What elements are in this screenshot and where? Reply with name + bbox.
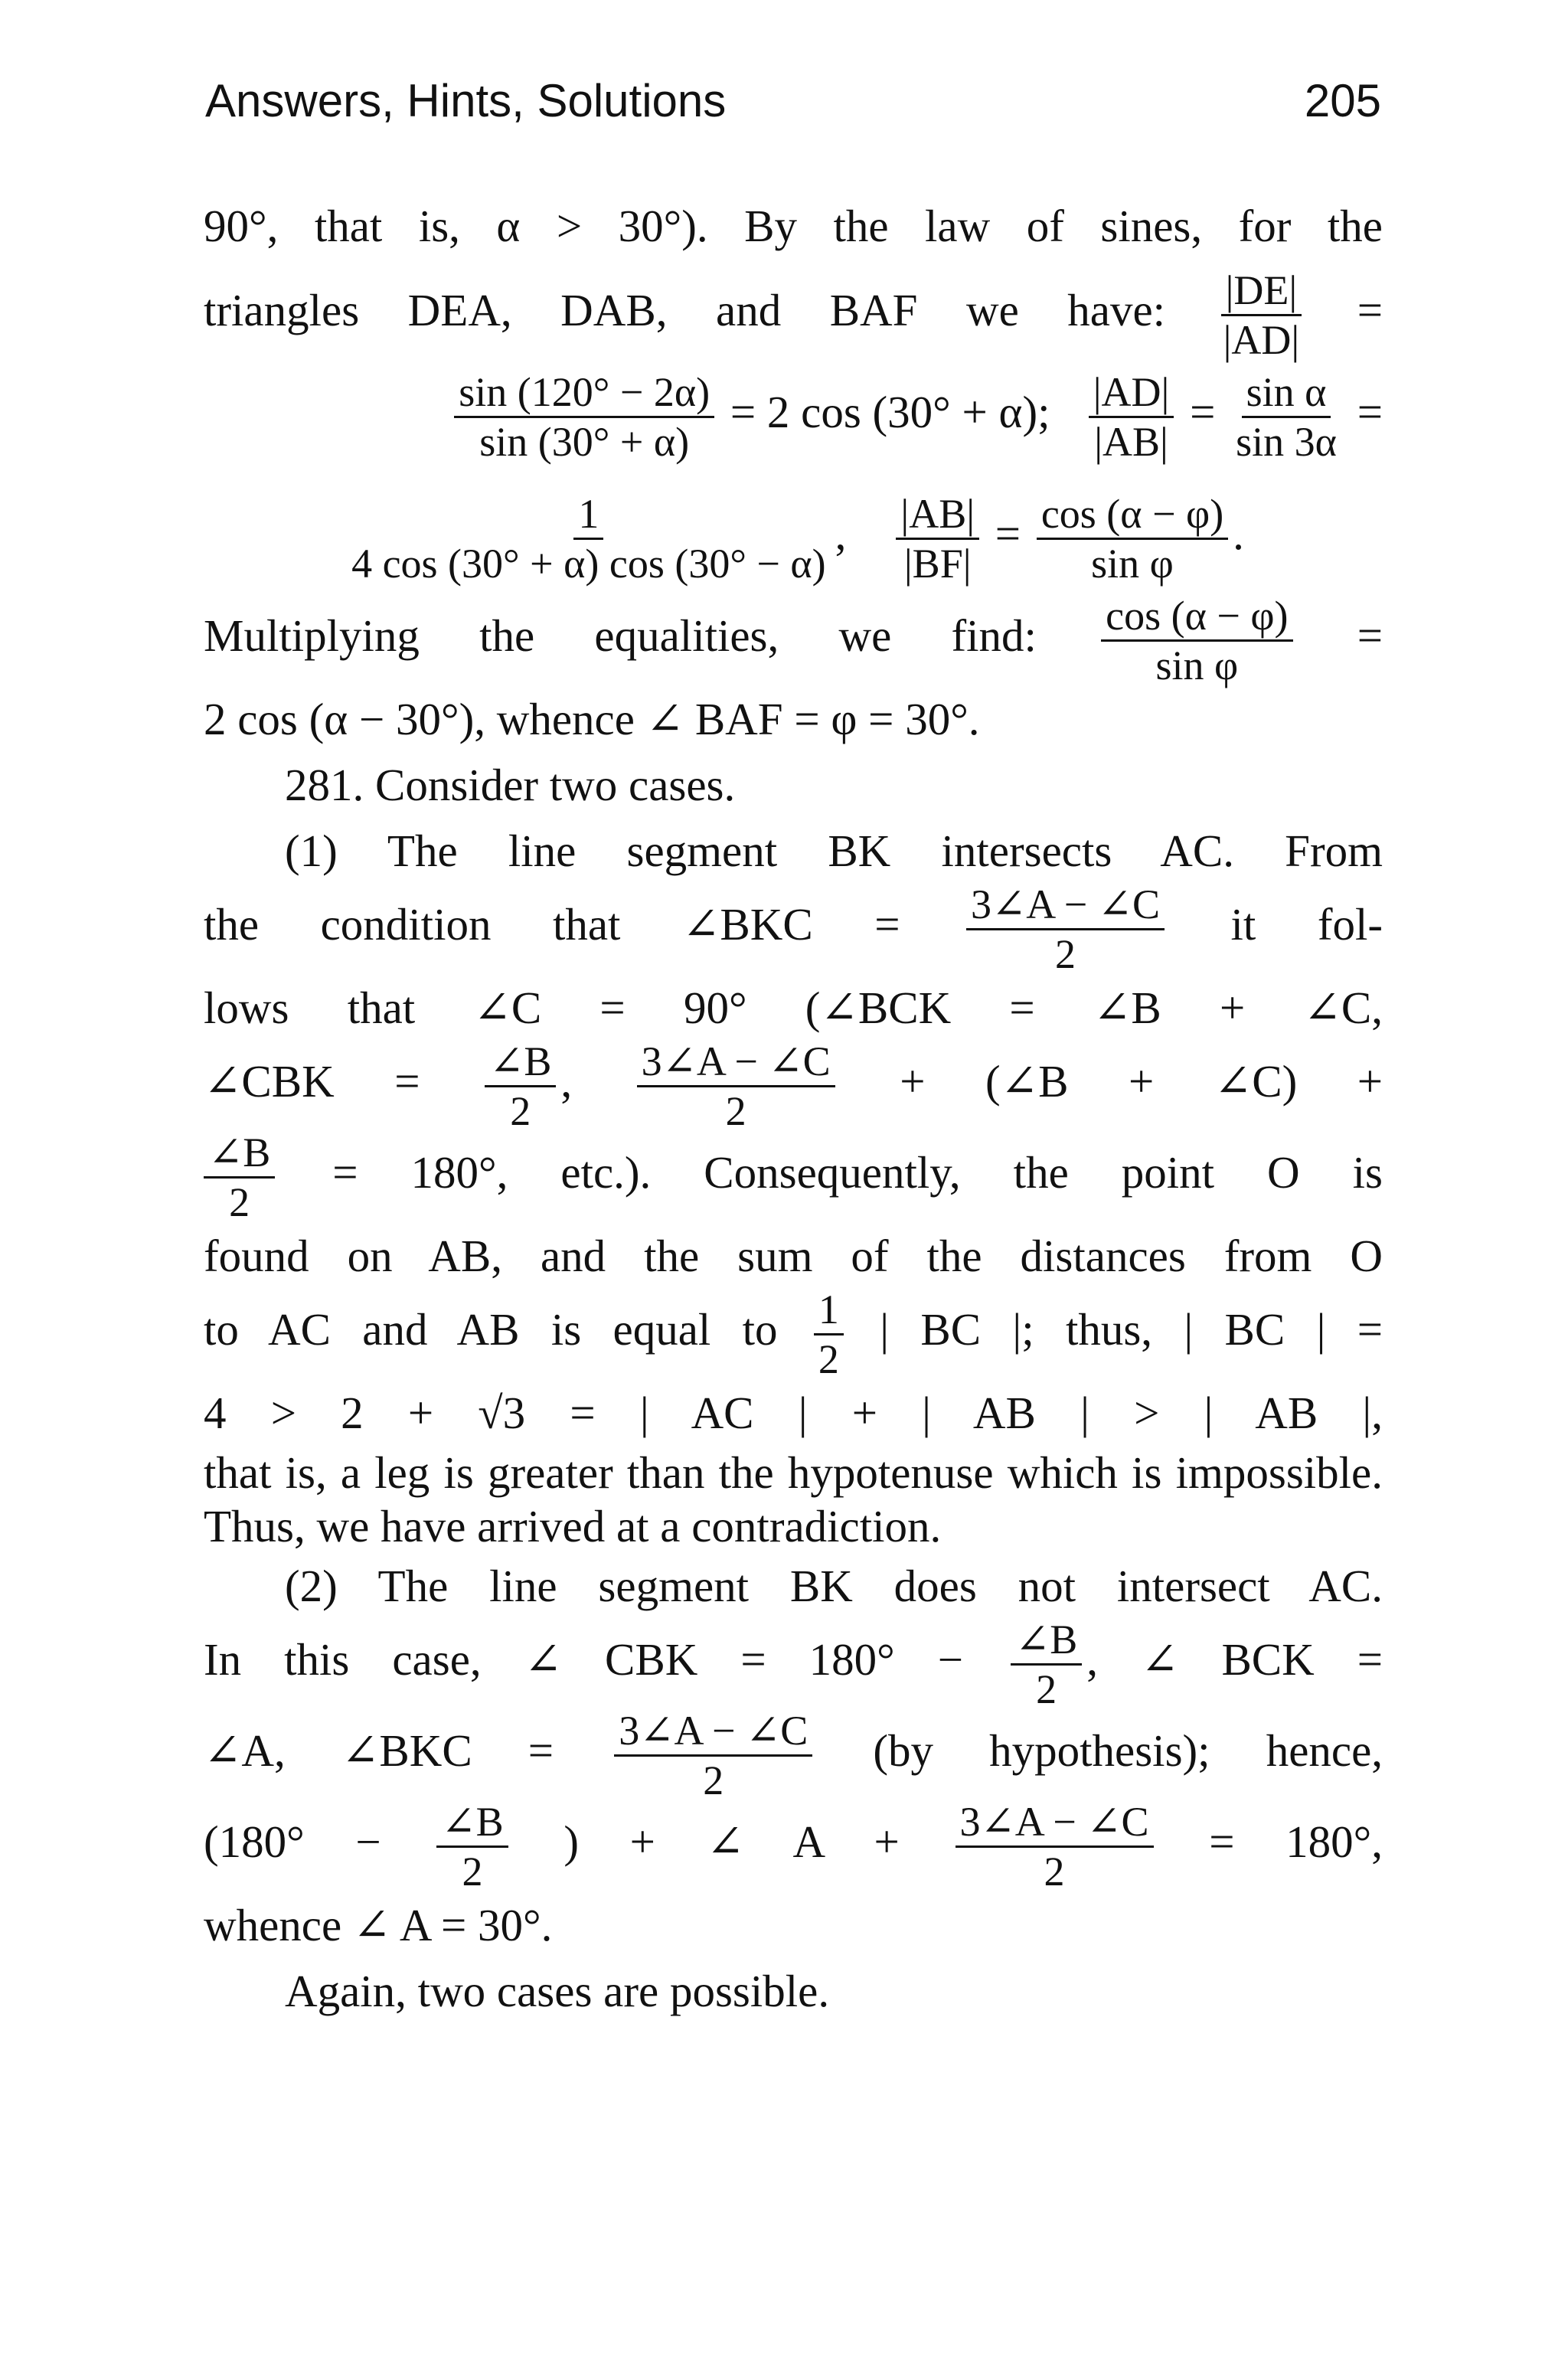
- fraction-ab-bf: [896, 491, 979, 587]
- case1-line-8: 4 > 2 + √3 = | AC | + | AB | > | AB |,: [204, 1388, 1383, 1438]
- case2-line-6: Again, two cases are possible.: [285, 1966, 830, 2016]
- fraction-3a-minus-c-2: [637, 1038, 835, 1134]
- fraction-b-over-2-b: [204, 1132, 275, 1223]
- case1-line-4: ∠CBK = $\frac{\angle B}{2}$ , $\frac{3\angle A - \angle C}{2}$ + (∠B + ∠C) +: [204, 1038, 1383, 1134]
- text-multiplying: Multiplying the equalities, we find: $\frac{\cos (\alpha - \varphi)}{\text{sin φ}}$ =: [204, 593, 1383, 688]
- fraction-denominator: |AB|: [1094, 419, 1168, 465]
- fraction-numerator: ∠B: [485, 1041, 556, 1087]
- fraction-denominator: sin φ: [1155, 642, 1239, 688]
- fraction-denominator: sin 3α: [1236, 419, 1337, 465]
- equation-middle: = 2 cos (30° + α);: [730, 387, 1050, 438]
- fraction-denominator: 2: [229, 1179, 250, 1225]
- fraction-numerator: ∠B: [436, 1801, 508, 1848]
- case2-line-4: [204, 1799, 1383, 1895]
- fraction-numerator: |DE|: [1221, 270, 1302, 316]
- text-result-line: 2 cos (α − 30°), whence ∠ BAF = φ = 30°.: [204, 694, 980, 744]
- fraction-b-over-2-d: [436, 1799, 508, 1895]
- case2-line-2: In this case, ∠ CBK = 180° − $\frac{\angle B}{2}$ , ∠ BCK =: [204, 1617, 1383, 1712]
- fraction-numerator: sin α: [1242, 371, 1331, 418]
- fraction-denominator: 2: [462, 1849, 483, 1895]
- running-title: Answers, Hints, Solutions: [205, 75, 727, 126]
- case2-line-4-post: = 180°,: [1209, 1816, 1383, 1868]
- fraction-denominator: |AD|: [1223, 317, 1300, 363]
- fraction-3a-minus-c: [966, 881, 1165, 977]
- fraction-de-ad: [1219, 267, 1305, 363]
- case2-line-2-post: ∠ BCK =: [1141, 1634, 1383, 1685]
- fraction-sin-ratio: [454, 371, 714, 463]
- fraction-numerator: 3∠A − ∠C: [637, 1041, 835, 1087]
- fraction-denominator: 2: [818, 1336, 839, 1382]
- fraction-b-over-2-c: [1011, 1619, 1082, 1710]
- fraction-denominator: sin φ: [1091, 541, 1174, 587]
- case2-line-2-pre: In this case, ∠ CBK = 180° −: [204, 1634, 963, 1685]
- fraction-numerator: 1: [814, 1289, 844, 1335]
- text-line-2-words: triangles DEA, DAB, and BAF we have:: [204, 285, 1166, 336]
- case2-line-3-pre: ∠A, ∠BKC =: [204, 1725, 554, 1777]
- fraction-ad-ab: [1089, 371, 1174, 463]
- fraction-numerator: |AB|: [896, 493, 979, 540]
- case1-line-2: [204, 881, 1383, 977]
- fraction-denominator: 2: [725, 1088, 746, 1134]
- fraction-b-over-2: [485, 1038, 556, 1134]
- case1-cond-pre: the condition that ∠BKC =: [204, 899, 900, 950]
- fraction-3a-minus-c-3: [614, 1710, 812, 1801]
- fraction-sin-alpha: [1231, 371, 1341, 463]
- case2-line-4-mid: ) + ∠ A +: [564, 1816, 900, 1868]
- fraction-numerator: ∠B: [204, 1132, 275, 1179]
- fraction-cos-sin-phi-2: [1101, 595, 1292, 686]
- fraction-one-half: [814, 1286, 844, 1382]
- fraction-numerator: 1: [573, 493, 603, 540]
- fraction-denominator: 2: [1044, 1849, 1065, 1895]
- case1-line-7-pre: to AC and AB is equal to: [204, 1304, 778, 1355]
- text-line-2: triangles DEA, DAB, and BAF we have: $\frac{|DE|}{|AD|}$ =: [204, 267, 1383, 363]
- text-multiplying-words: Multiplying the equalities, we find:: [204, 610, 1037, 662]
- case2-line-1: (2) The line segment BK does not intersect AC.: [285, 1561, 1383, 1611]
- fraction-numerator: sin (120° − 2α): [454, 371, 714, 418]
- fraction-denominator: 2: [703, 1757, 724, 1803]
- fraction-one-over-cos: [347, 491, 831, 587]
- fraction-denominator: sin (30° + α): [479, 419, 690, 465]
- fraction-numerator: ∠B: [1011, 1619, 1082, 1666]
- fraction-cos-sin-phi: [1037, 491, 1228, 587]
- case2-line-4-pre: (180° −: [204, 1816, 381, 1868]
- fraction-numerator: cos (α − φ): [1101, 595, 1292, 642]
- running-header: [205, 70, 1381, 132]
- case2-line-5: whence ∠ A = 30°.: [204, 1900, 553, 1950]
- fraction-denominator: 2: [1036, 1666, 1057, 1712]
- fraction-numerator: 3∠A − ∠C: [966, 884, 1165, 930]
- case1-line-7-post: | BC |; thus, | BC | =: [880, 1304, 1383, 1355]
- fraction-3a-minus-c-4: [956, 1799, 1154, 1895]
- fraction-denominator: 4 cos (30° + α) cos (30° − α): [351, 541, 826, 587]
- case1-line-7: [204, 1286, 1383, 1382]
- page-body: [204, 193, 1383, 2024]
- case1-line-1: (1) The line segment BK intersects AC. From: [285, 825, 1383, 876]
- fraction-denominator: 2: [510, 1088, 531, 1134]
- case1-line-6: found on AB, and the sum of the distances from O: [204, 1231, 1383, 1281]
- case2-line-3: [204, 1710, 1383, 1801]
- fraction-numerator: 3∠A − ∠C: [614, 1710, 812, 1757]
- equation-line-2: $\frac{1}{4 \cos (30^\circ + \alpha) \cos (30^\circ - \alpha)}$ , $\frac{|AB|}{|BF|}$ = $\frac{\cos (\alpha - \varphi)}{\text{sin φ}}$ .: [204, 493, 1383, 584]
- text-line-1: 90°, that is, α > 30°). By the law of sines, for the: [204, 201, 1383, 251]
- case1-line-5: [204, 1132, 1383, 1223]
- fraction-denominator: |BF|: [903, 541, 972, 587]
- fraction-denominator: 2: [1055, 931, 1076, 977]
- case1-line-5-post: = 180°, etc.). Consequently, the point O is: [332, 1147, 1383, 1198]
- case1-cond-post: it fol-: [1230, 899, 1383, 950]
- fraction-numerator: 3∠A − ∠C: [956, 1801, 1154, 1848]
- case2-line-3-post: (by hypothesis); hence,: [873, 1725, 1383, 1777]
- case1-line-9: that is, a leg is greater than the hypotenuse which is impossible. Thus, we have arrived at a contradiction.: [204, 1447, 1383, 1551]
- case1-line-4-pre: ∠CBK =: [204, 1056, 420, 1107]
- problem-281-title: 281. Consider two cases.: [285, 760, 736, 810]
- case1-line-3: lows that ∠C = 90° (∠BCK = ∠B + ∠C,: [204, 982, 1383, 1033]
- case1-line-4-post: + (∠B + ∠C) +: [900, 1056, 1383, 1107]
- fraction-numerator: cos (α − φ): [1037, 493, 1228, 540]
- equation-line-1: $\frac{\sin (120^\circ - 2\alpha)}{\sin (30^\circ + \alpha)}$ = 2 cos (30° + α); $\frac{|AD|}{|AB|}$ = $\frac{\text{sin α}}{\sin 3\alpha}$ =: [204, 371, 1383, 463]
- page-number: 205: [1304, 75, 1381, 126]
- fraction-numerator: |AD|: [1089, 371, 1174, 418]
